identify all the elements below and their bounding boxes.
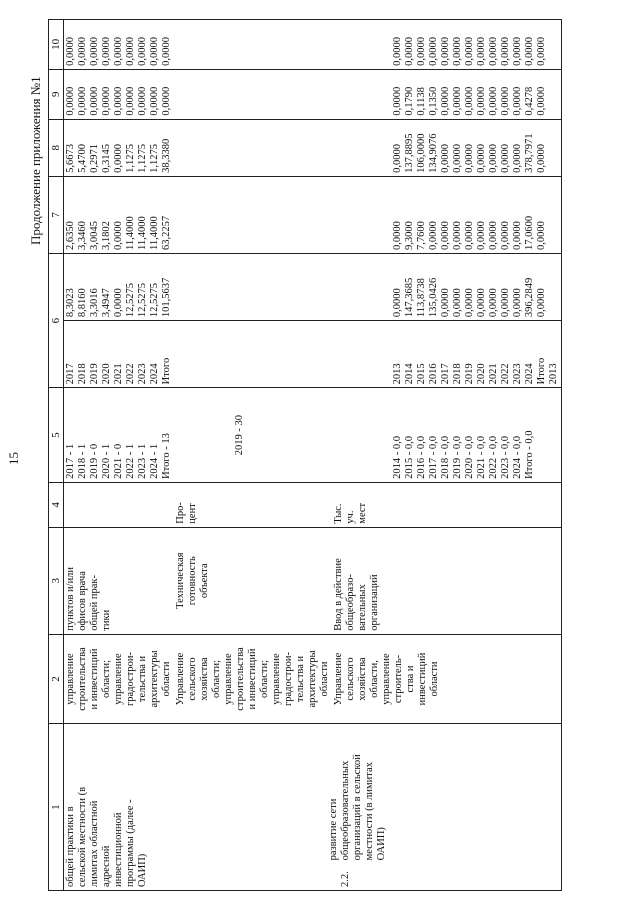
text-line: 378,7971 — [524, 133, 535, 173]
text-line: 0,0000 — [464, 36, 475, 66]
text-line: 0,0000 — [500, 221, 511, 250]
text-line: лимитах областной — [89, 800, 100, 887]
text-line: управление — [223, 653, 234, 705]
text-line: 9,3000 — [404, 221, 415, 250]
finance-total-cell — [174, 253, 332, 320]
text-line: 0,0000 — [464, 86, 475, 116]
text-line: сельского — [345, 657, 356, 701]
text-line: 0,0000 — [512, 86, 523, 116]
text-line: местности (в лимитах — [364, 762, 375, 861]
text-line: 2,6350 — [65, 221, 76, 250]
text-line: 17,0600 — [524, 215, 535, 250]
item-number: 2.2. — [340, 871, 351, 887]
text-line: 0,0000 — [464, 143, 475, 173]
text-line: Ввод в действие — [333, 558, 344, 631]
text-line: организаций — [369, 574, 380, 631]
text-line: 12,5275 — [137, 283, 148, 318]
text-line: 2023 - 1 — [137, 443, 148, 479]
text-line: 0,0000 — [488, 288, 499, 318]
measure-name-cell — [174, 724, 332, 891]
year-cell — [64, 321, 175, 388]
text-line: управление — [113, 653, 124, 705]
column-header: 1 — [49, 724, 64, 891]
finance-cell — [332, 69, 562, 119]
text-line: 0,0000 — [476, 221, 487, 250]
text-line: адресной — [101, 845, 112, 887]
text-line: 11,4000 — [149, 216, 160, 250]
text-line: 0,1790 — [404, 86, 415, 116]
text-line: 0,3145 — [101, 143, 112, 173]
text-line: 3,3460 — [77, 221, 88, 250]
text-line: 0,0000 — [440, 143, 451, 173]
text-line: 0,0000 — [392, 86, 403, 116]
text-line: области; — [101, 659, 112, 699]
text-line: Итого - 0,0 — [524, 430, 535, 479]
text-line: 0,0000 — [452, 143, 463, 173]
text-line: области — [319, 661, 330, 697]
text-line: градострои- — [283, 651, 294, 707]
text-line: 3,4947 — [101, 288, 112, 318]
text-line: 0,0000 — [137, 86, 148, 116]
text-line: ОАИП) — [376, 827, 387, 861]
text-line: 0,1138 — [416, 87, 427, 116]
text-line: 2019 - 0 — [89, 443, 100, 479]
text-line: 63,2257 — [161, 215, 172, 250]
text-line: 2020 — [101, 363, 112, 385]
text-line: 38,3380 — [161, 138, 172, 173]
year-cell — [332, 321, 562, 388]
text-line: общей практики в — [65, 806, 76, 887]
text-line: 0,0000 — [500, 143, 511, 173]
text-line: 2022 — [125, 363, 136, 385]
text-line: управление — [381, 653, 392, 705]
text-line: объекта — [199, 563, 210, 599]
text-line: пунктов и/или — [65, 566, 76, 631]
text-line: 0,0000 — [428, 221, 439, 250]
text-line: 0,0000 — [392, 288, 403, 318]
measure-name-cell — [64, 724, 175, 891]
text-line: 2021 - 0 — [113, 443, 124, 479]
text-line: 2024 - 1 — [149, 443, 160, 479]
text-line: 0,0000 — [500, 86, 511, 116]
text-line: вательных — [357, 584, 368, 631]
column-header: 8 — [49, 119, 64, 176]
text-line: 0,0000 — [536, 288, 547, 318]
text-line: 0,0000 — [536, 36, 547, 66]
text-line: 135,0426 — [428, 277, 439, 318]
text-line: 3,1802 — [101, 221, 112, 250]
text-line: 2024 — [524, 363, 535, 385]
text-line: инвестиций — [417, 652, 428, 706]
text-line: 134,9076 — [428, 133, 439, 173]
text-line: строительства — [235, 647, 246, 711]
text-line: 0,0000 — [452, 221, 463, 250]
text-line: 0,2971 — [89, 143, 100, 173]
text-line: области; — [259, 659, 270, 699]
text-line: строитель- — [393, 654, 404, 704]
text-line: 0,0000 — [77, 36, 88, 66]
column-header: 6 — [49, 253, 64, 387]
finance-total-cell — [64, 253, 175, 320]
text-line: 5,6673 — [65, 143, 76, 173]
text-line: хозяйства — [199, 657, 210, 701]
finance-cell — [174, 69, 332, 119]
text-line: 2020 - 0,0 — [464, 436, 475, 479]
text-line: 0,0000 — [65, 36, 76, 66]
text-line: Итого - 13 — [161, 433, 172, 479]
finance-cell — [332, 20, 562, 70]
text-line: 147,3685 — [404, 277, 415, 318]
text-line: 2021 — [488, 363, 499, 385]
text-line: 0,0000 — [416, 36, 427, 66]
text-line: 0,0000 — [149, 86, 160, 116]
text-line: 2013 — [392, 363, 403, 385]
executor-cell — [64, 634, 175, 724]
text-line: 2013 — [548, 363, 559, 385]
table-row — [174, 20, 332, 891]
text-line: тельства и — [295, 655, 306, 703]
indicator-cell — [174, 527, 332, 634]
text-line: 0,0000 — [536, 221, 547, 250]
text-line: 2018 - 1 — [77, 443, 88, 479]
measure-name-text — [328, 754, 388, 860]
text-line: Про- — [175, 502, 186, 524]
text-line: 0,0000 — [161, 36, 172, 66]
text-line: тики — [101, 609, 112, 631]
text-line: общеобразовательных — [340, 760, 351, 861]
text-line: 0,0000 — [428, 36, 439, 66]
text-line: 0,0000 — [65, 86, 76, 116]
text-line: 0,0000 — [452, 288, 463, 318]
text-line: ства и — [405, 665, 416, 693]
text-line: цент — [187, 503, 198, 524]
text-line: управление — [65, 653, 76, 705]
unit-cell — [174, 482, 332, 527]
column-header: 3 — [49, 527, 64, 634]
text-line: 2021 - 0,0 — [476, 436, 487, 479]
text-line: 0,0000 — [113, 288, 124, 318]
text-line: 0,0000 — [524, 36, 535, 66]
text-line: 2022 - 0,0 — [488, 436, 499, 479]
finance-cell — [64, 119, 175, 176]
text-line: 0,4278 — [524, 86, 535, 116]
indicator-cell — [64, 527, 175, 634]
text-line: области; — [211, 659, 222, 699]
text-line: 0,0000 — [500, 36, 511, 66]
text-line: 2022 — [500, 363, 511, 385]
text-line: 8,8160 — [77, 288, 88, 318]
target-values-cell — [332, 388, 562, 483]
text-line: 2020 — [476, 363, 487, 385]
text-line: Управление — [175, 652, 186, 706]
text-line: программы (далее - — [125, 799, 136, 887]
text-line: 0,0000 — [89, 86, 100, 116]
finance-cell — [332, 119, 562, 176]
text-line: 0,0000 — [392, 221, 403, 250]
text-line: 2017 - 1 — [65, 443, 76, 479]
text-line: 2022 - 1 — [125, 443, 136, 479]
text-line: 2018 - 0,0 — [440, 436, 451, 479]
text-line: 2021 — [113, 363, 124, 385]
text-line: Техническая — [175, 552, 186, 609]
text-line: 0,0000 — [536, 143, 547, 173]
text-line: 0,0000 — [476, 288, 487, 318]
text-line: 0,0000 — [440, 36, 451, 66]
text-line: 113,8738 — [416, 278, 427, 318]
text-line: 0,0000 — [392, 36, 403, 66]
text-line: 2024 — [149, 363, 160, 385]
appendix-title: Продолжение приложения №1 — [28, 76, 43, 245]
finance-cell — [174, 20, 332, 70]
text-line: 0,0000 — [125, 86, 136, 116]
text-line: 0,0000 — [476, 86, 487, 116]
text-line: 11,4000 — [125, 216, 136, 250]
text-line: 106,0000 — [416, 133, 427, 173]
finance-cell — [174, 119, 332, 176]
text-line: 5,4700 — [77, 143, 88, 173]
text-line: 0,0000 — [452, 36, 463, 66]
text-line: 0,0000 — [488, 143, 499, 173]
text-line: и инвестиций — [247, 648, 258, 710]
text-line: 2020 - 1 — [101, 443, 112, 479]
column-header: 2 — [49, 634, 64, 724]
text-line: 1,1275 — [137, 143, 148, 173]
text-line: 0,0000 — [137, 36, 148, 66]
text-line: 0,0000 — [113, 143, 124, 173]
text-line: 2014 — [404, 363, 415, 385]
text-line: 0,0000 — [488, 36, 499, 66]
text-line: 0,0000 — [488, 86, 499, 116]
unit-cell — [64, 482, 175, 527]
text-line: 0,0000 — [77, 86, 88, 116]
text-line: развитие сети — [328, 798, 339, 861]
indicator-cell — [332, 527, 562, 634]
text-line: 2019 - 0,0 — [452, 436, 463, 479]
text-line: архитектуры — [307, 650, 318, 708]
text-line: 2016 — [428, 363, 439, 385]
text-line: 0,0000 — [440, 288, 451, 318]
text-line: 12,5275 — [149, 283, 160, 318]
target-values-cell — [64, 388, 175, 483]
finance-total-cell — [332, 253, 562, 320]
text-line: 8,3023 — [65, 288, 76, 318]
text-line: 2018 — [77, 363, 88, 385]
text-line: 2016 - 0,0 — [416, 436, 427, 479]
executor-cell — [174, 634, 332, 724]
text-line: 0,0000 — [101, 86, 112, 116]
text-line: 0,0000 — [125, 36, 136, 66]
text-line: хозяйства — [357, 657, 368, 701]
text-line: 7,7600 — [416, 221, 427, 250]
text-line: 0,0000 — [440, 86, 451, 116]
text-line: готовность — [187, 556, 198, 606]
text-line: 0,0000 — [512, 143, 523, 173]
text-line: области — [161, 661, 172, 697]
column-header-row — [49, 20, 64, 891]
text-line: 2017 - 0,0 — [428, 436, 439, 479]
text-line: 2019 — [464, 363, 475, 385]
text-line: 0,0000 — [512, 221, 523, 250]
text-line: Тыс. — [333, 503, 344, 524]
program-table — [48, 19, 562, 891]
text-line: 2017 — [65, 363, 76, 385]
text-line: 2023 — [137, 363, 148, 385]
text-line: 1,1275 — [149, 143, 160, 173]
text-line: 3,3016 — [89, 288, 100, 318]
text-line: градострои- — [125, 651, 136, 707]
text-line: 0,0000 — [404, 36, 415, 66]
text-line: 0,0000 — [392, 143, 403, 173]
text-line: ОАИП) — [137, 853, 148, 887]
text-line: 2015 — [416, 363, 427, 385]
text-line: 0,0000 — [512, 288, 523, 318]
text-line: 3,0045 — [89, 221, 100, 250]
text-line: 2014 - 0,0 — [392, 436, 403, 479]
text-line: уч. — [345, 510, 356, 524]
text-line: 0,0000 — [464, 221, 475, 250]
text-line: 0,0000 — [512, 36, 523, 66]
text-line: 2017 — [440, 363, 451, 385]
year-cell — [174, 321, 332, 388]
text-line: области — [429, 661, 440, 697]
text-line: Итого — [161, 357, 172, 385]
unit-cell — [332, 482, 562, 527]
measure-name-cell — [328, 724, 562, 891]
column-header: 7 — [49, 176, 64, 253]
finance-cell — [332, 176, 562, 253]
finance-cell — [64, 69, 175, 119]
text-line: 1,1275 — [125, 143, 136, 173]
target-values-cell — [174, 388, 332, 483]
column-header: 4 — [49, 482, 64, 527]
executor-cell — [332, 634, 562, 724]
text-line: 2024 - 0,0 — [512, 436, 523, 479]
table-row — [64, 20, 175, 891]
text-line: 0,0000 — [440, 221, 451, 250]
text-line: 0,0000 — [452, 86, 463, 116]
text-line: 12,5275 — [125, 283, 136, 318]
column-header: 5 — [49, 388, 64, 483]
text-line: строительства — [77, 647, 88, 711]
text-line: 2023 — [512, 363, 523, 385]
finance-cell — [64, 20, 175, 70]
text-line: управление — [271, 653, 282, 705]
text-line: общей прак- — [89, 574, 100, 631]
text-line: инвестиционной — [113, 812, 124, 887]
text-line: 0,0000 — [113, 36, 124, 66]
text-line: 0,1350 — [428, 86, 439, 116]
text-line: 396,2849 — [524, 277, 535, 318]
text-line: Итого — [536, 357, 547, 385]
finance-cell — [174, 176, 332, 253]
text-line: 137,8895 — [404, 133, 415, 173]
text-line: организаций в сельской — [352, 754, 363, 861]
text-line: 0,0000 — [149, 36, 160, 66]
column-header: 10 — [49, 20, 64, 70]
text-line: 101,5637 — [161, 277, 172, 318]
text-line: 2015 - 0,0 — [404, 436, 415, 479]
text-line: 2019 - 30 — [234, 415, 245, 456]
text-line: 0,0000 — [113, 221, 124, 250]
text-line: области, — [369, 660, 380, 698]
text-line: 0,0000 — [488, 221, 499, 250]
text-line: 0,0000 — [101, 36, 112, 66]
text-line: 0,0000 — [536, 86, 547, 116]
text-line: и инвестиций — [89, 648, 100, 710]
text-line: Управление — [333, 652, 344, 706]
text-line: тельства и — [137, 655, 148, 703]
text-line: 11,4000 — [137, 216, 148, 250]
page-number: 15 — [6, 452, 21, 465]
text-line: офисов врача — [77, 571, 88, 631]
text-line: 0,0000 — [476, 143, 487, 173]
text-line: 0,0000 — [464, 288, 475, 318]
text-line: 0,0000 — [89, 36, 100, 66]
text-line: 0,0000 — [500, 288, 511, 318]
text-line: 0,0000 — [113, 86, 124, 116]
text-line: 2018 — [452, 363, 463, 385]
text-line: общеобразо- — [345, 574, 356, 631]
text-line: архитектуры — [149, 650, 160, 708]
text-line: сельского — [187, 657, 198, 701]
finance-cell — [64, 176, 175, 253]
text-line: 0,0000 — [476, 36, 487, 66]
table-row — [332, 20, 562, 891]
text-line: 2019 — [89, 363, 100, 385]
text-line: 2023 - 0,0 — [500, 436, 511, 479]
column-header: 9 — [49, 69, 64, 119]
text-line: 0,0000 — [161, 86, 172, 116]
text-line: сельской местности (в — [77, 786, 88, 887]
text-line: мест — [357, 502, 368, 524]
